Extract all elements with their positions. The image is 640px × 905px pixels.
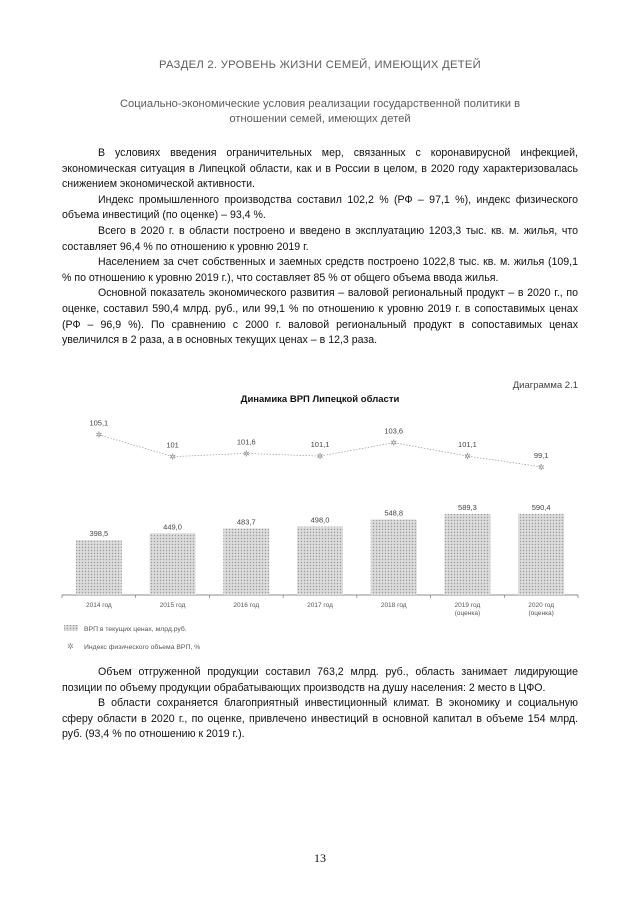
page-number: 13 (314, 851, 326, 865)
bar-grp (76, 540, 122, 595)
index-point-marker: ✲ (95, 430, 103, 440)
x-tick-label: 2018 год (380, 602, 407, 609)
diagram-label: Диаграмма 2.1 (512, 380, 578, 391)
index-point-marker: ✲ (464, 452, 471, 462)
paragraph: В области сохраняется благоприятный инвестиционный климат. В экономику и социальную сферу области в 2020 г., по оценке, привлечено инвестиций в основной капитал в объеме 154 млрд. руб. (93,4 % по отношению к 2019 г.). (62, 697, 578, 741)
x-tick-label: 2014 год (85, 602, 112, 609)
paragraph: Основной показатель экономического развития – валовой региональный продукт – в 2020 г., по оценке, составил 590,4 млрд. руб., или 99,1 % по отношению к уровню 2019 г. в сопоставимых ценах (РФ – 96,9 %). По сравнению с 2000 г. валовой региональный продукт в сопоставимых ценах увеличился в 2 раза, а в основных текущих ценах – в 12,3 раза. (62, 287, 578, 347)
bar-value-label: 449,0 (163, 522, 182, 532)
bar-grp (444, 514, 490, 595)
index-value-label: 101,1 (458, 440, 477, 450)
index-value-label: 101,1 (310, 440, 330, 450)
legend-bar-label: ВРП в текущих ценах, млрд.руб. (84, 626, 187, 633)
x-tick-label: 2017 год (307, 602, 333, 609)
legend-index-label: Индекс физического объема ВРП, % (84, 644, 201, 651)
x-tick-label: 2015 год (159, 602, 186, 609)
bar-grp (518, 514, 564, 595)
paragraph: В условиях введения ограничительных мер, связанных с коронавирусной инфекцией, экономическая ситуация в Липецкой области, как и в России в целом, в 2020 году характеризовалась снижением экономической активности. (62, 147, 578, 191)
x-tick-label: 2020 год (528, 602, 555, 609)
legend-bar-swatch (64, 625, 78, 631)
bar-value-label: 483,7 (236, 517, 256, 527)
paragraph: Населением за счет собственных и заемных средств построено 1022,8 тыс. кв. м. жилья (109,1 % по отношению к уровню 2019 г.), что составляет 85 % от общего объема ввода жилья. (62, 256, 578, 284)
bar-grp (297, 527, 343, 595)
paragraph: Всего в 2020 г. в области построено и введено в эксплуатацию 1203,3 тыс. кв. м. жилья, что составляет 96,4 % по отношению к уровню 2019 г. (62, 224, 578, 253)
index-point-marker: ✲ (169, 452, 176, 462)
x-tick-label: 2019 год (454, 602, 481, 609)
bar-grp (150, 533, 196, 595)
section-title: РАЗДЕЛ 2. УРОВЕНЬ ЖИЗНИ СЕМЕЙ, ИМЕЮЩИХ ДЕТЕЙ (159, 59, 481, 71)
x-tick-note: (оценка) (528, 610, 554, 617)
bar-value-label: 590,4 (531, 502, 551, 512)
paragraph: Объем отгруженной продукции составил 763,2 млрд. руб., область занимает лидирующие позиции по объему продукции обрабатывающих производств на душу населения: 2 место в ЦФО. (62, 666, 578, 694)
index-point-marker: ✲ (316, 452, 324, 462)
bar-value-label: 498,0 (310, 515, 330, 525)
index-value-label: 103,6 (384, 426, 404, 436)
index-point-marker: ✲ (390, 438, 398, 448)
subsection-title: Социально-экономические условия реализации государственной политики в отношении семей, имеющих детей (119, 98, 521, 125)
body-text-bottom (62, 665, 578, 743)
index-value-label: 101 (166, 440, 179, 450)
x-tick-label: 2016 год (233, 602, 260, 609)
index-value-label: 105,1 (89, 418, 109, 428)
legend-index-marker: ✲ (67, 642, 74, 651)
bar-grp (371, 520, 417, 595)
chart-title: Динамика ВРП Липецкой области (240, 394, 400, 405)
bar-grp (223, 528, 269, 595)
index-value-label: 99,1 (533, 450, 549, 460)
index-point-marker: ✲ (242, 449, 250, 459)
bar-value-label: 589,3 (458, 502, 477, 512)
bar-value-label: 548,8 (384, 508, 404, 518)
index-point-marker: ✲ (537, 462, 545, 472)
index-value-label: 101,6 (236, 437, 256, 447)
x-tick-note: (оценка) (454, 610, 481, 617)
bar-value-label: 398,5 (89, 529, 109, 539)
paragraph: Индекс промышленного производства составил 102,2 % (РФ – 97,1 %), индекс физического объема инвестиций (по оценке) – 93,4 %. (62, 193, 578, 222)
